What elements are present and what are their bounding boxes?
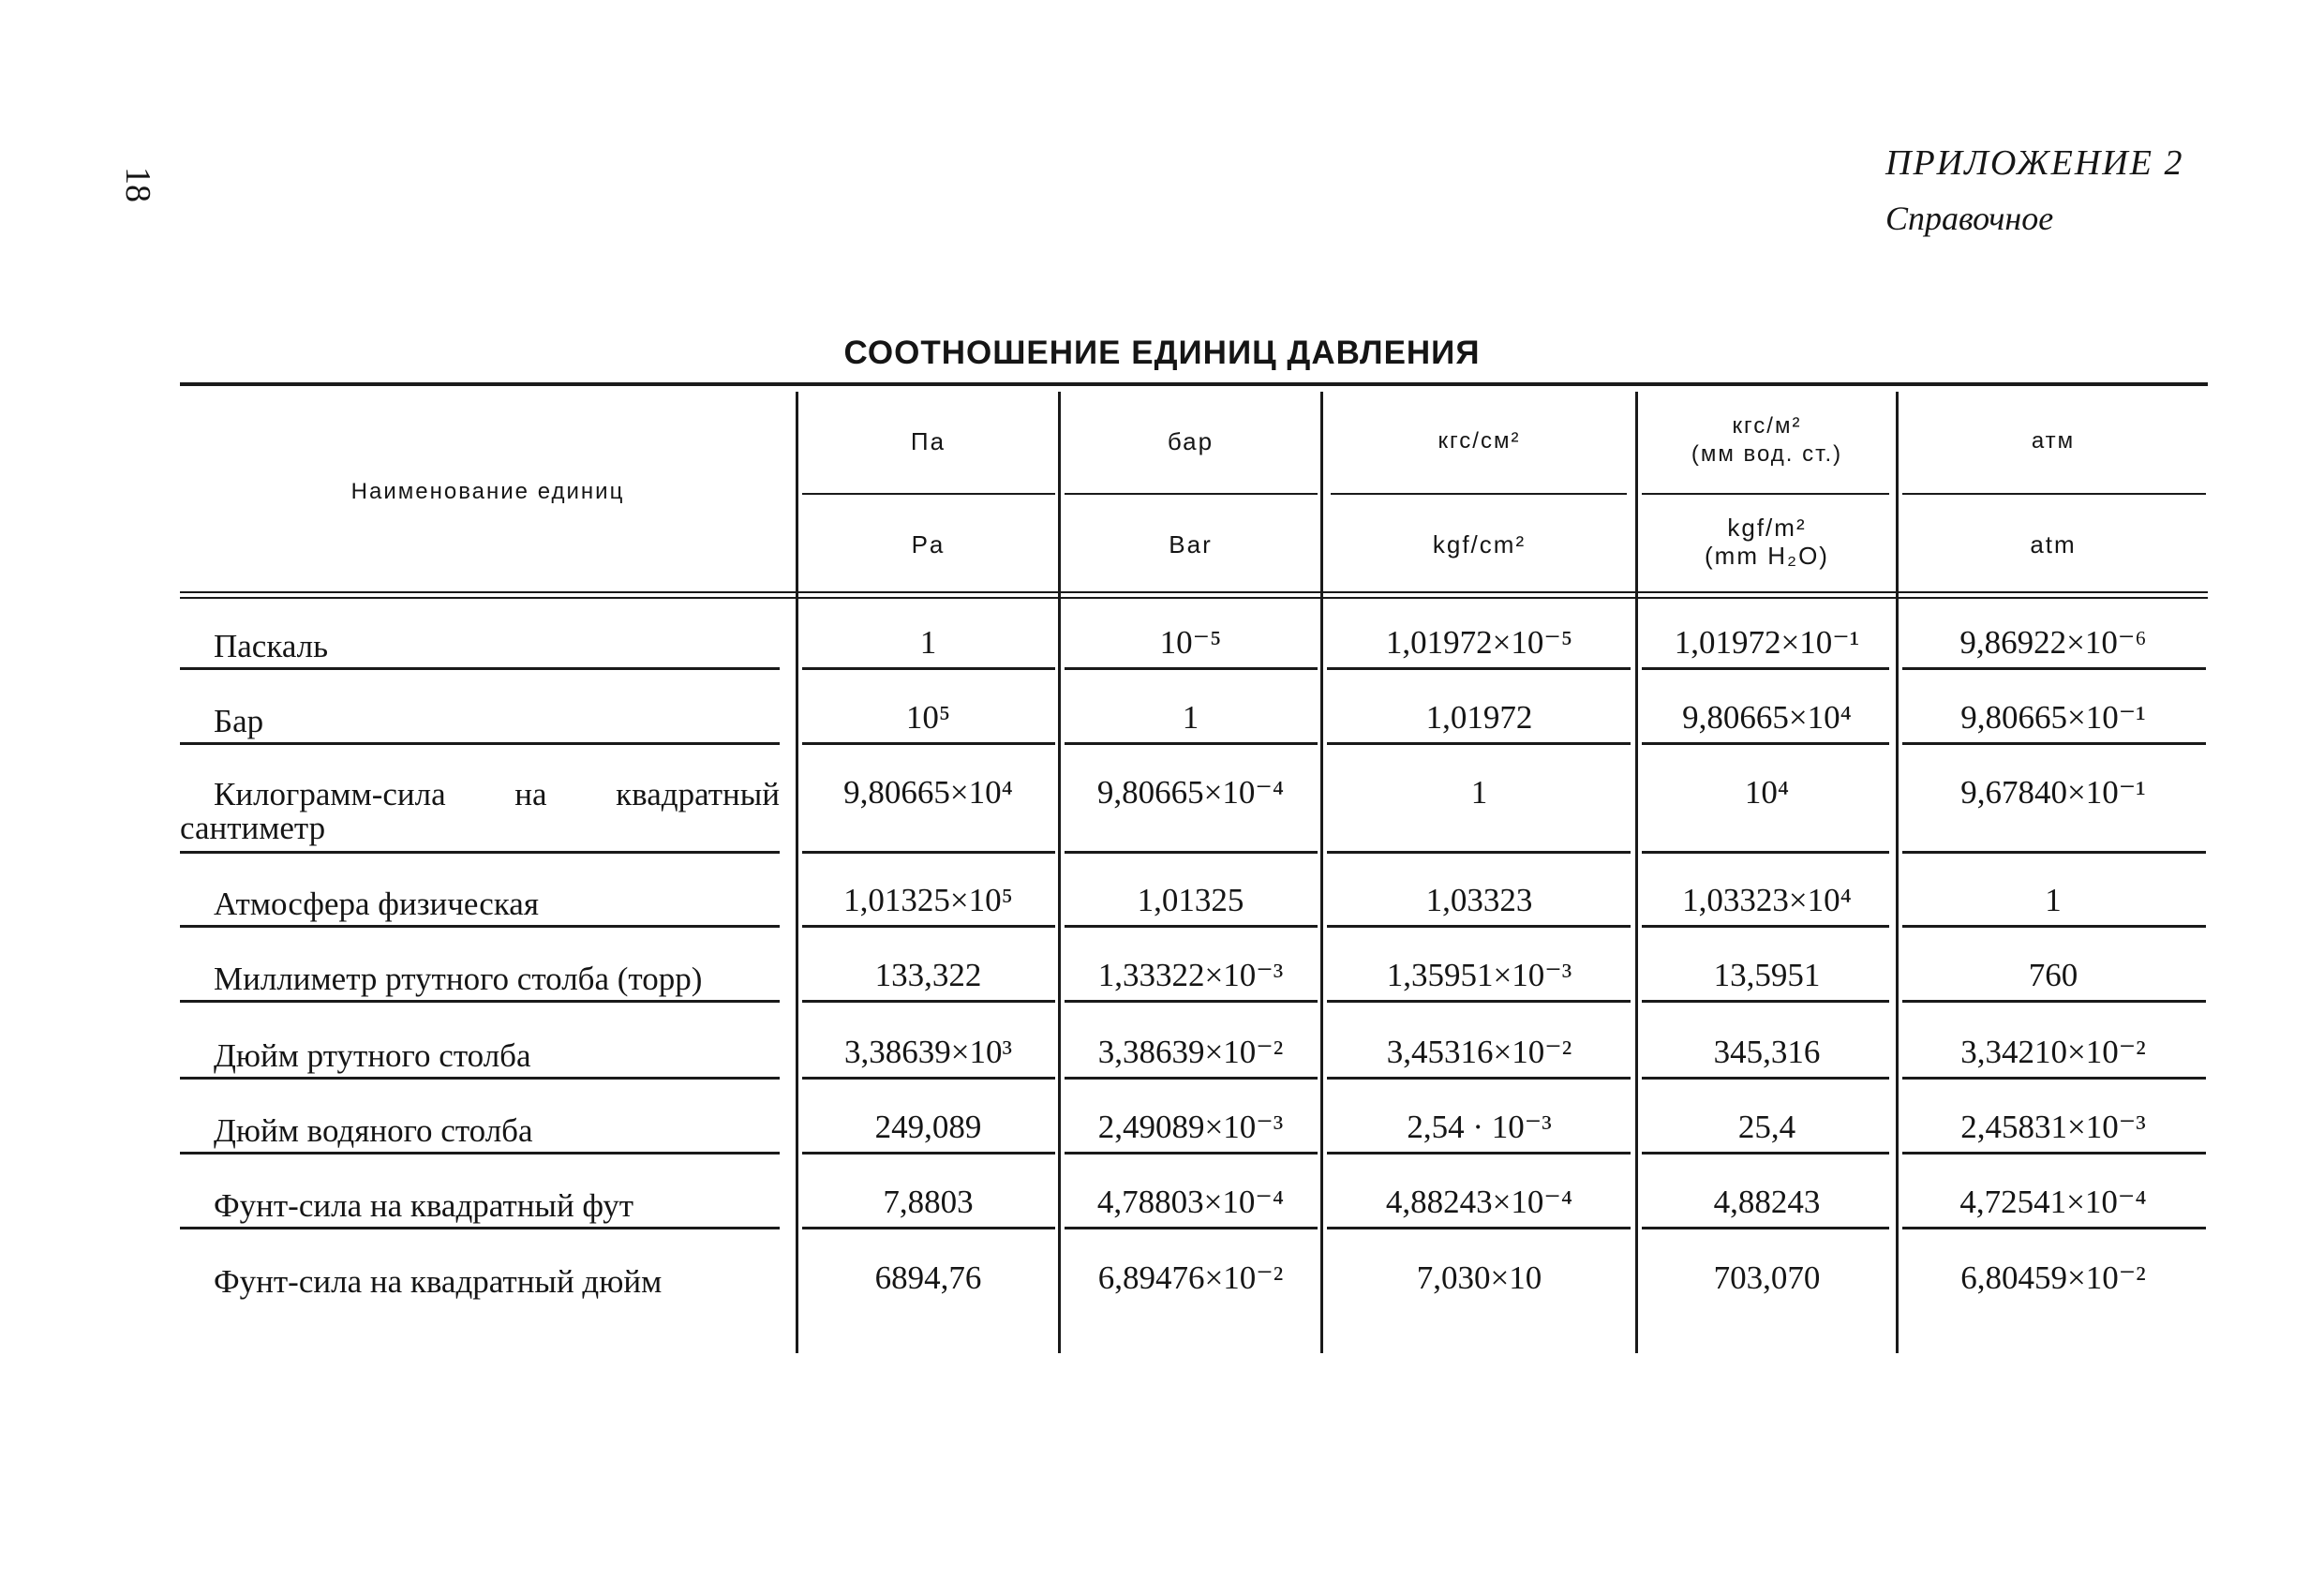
row-value-cell: 4,78803×10⁻⁴ [1096,1184,1285,1220]
header-separator [1065,493,1318,495]
row-unit-name: Миллиметр ртутного столба (торр) [214,961,703,997]
table-title: СООТНОШЕНИЕ ЕДИНИЦ ДАВЛЕНИЯ [843,335,1481,371]
row-divider [802,1077,1055,1080]
row-value-cell: 1,01972 [1425,699,1533,736]
row-divider [1327,1077,1631,1080]
row-divider [180,851,780,854]
row-value-cell: 1,01325 [1137,882,1244,918]
row-divider [802,1000,1055,1003]
row-value-cell: 10⁴ [1744,774,1790,811]
header-double-rule [180,597,2208,599]
row-value-cell: 1 [919,624,937,661]
row-divider [180,1227,780,1229]
row-divider [1065,1227,1318,1229]
column-header-ru: кгс/см² [1438,428,1521,454]
row-unit-name [180,778,780,845]
name-column-header: Наименование единиц [350,479,625,504]
row-value-cell: 1,03323 [1425,882,1533,918]
column-header-ru: атм [2031,428,2076,454]
row-divider [1065,1000,1318,1003]
row-value-cell: 7,030×10 [1416,1259,1542,1296]
row-unit-name: Дюйм ртутного столба [214,1037,531,1074]
row-value-cell: 703,070 [1713,1259,1821,1296]
row-divider [1902,851,2206,854]
row-divider [802,1152,1055,1155]
appendix-block [1885,142,2204,238]
row-divider [1642,1227,1889,1229]
row-value-cell: 9,67840×10⁻¹ [1960,774,2146,811]
row-divider [802,667,1055,670]
row-divider [1642,1000,1889,1003]
page-number: 18 [118,167,157,202]
row-value-cell: 133,322 [874,957,982,993]
row-divider [1642,925,1889,928]
row-divider [1642,1077,1889,1080]
column-header-intl [1638,514,1896,570]
row-value-cell: 13,5951 [1713,957,1821,993]
row-value-cell: 3,34210×10⁻² [1960,1034,2146,1070]
row-value-cell: 1,01972×10⁻¹ [1674,624,1860,661]
row-divider [1327,1000,1631,1003]
row-value-cell: 1,33322×10⁻³ [1097,957,1284,993]
column-header-ru-unit: кгс/м² [1732,413,1802,439]
row-value-cell: 249,089 [874,1109,982,1145]
column-header-intl-unit: kgf/m² [1727,514,1807,542]
row-unit-name: Паскаль [214,628,329,664]
row-divider [1065,742,1318,745]
row-divider [1642,851,1889,854]
row-value-cell: 345,316 [1713,1034,1821,1070]
row-divider [802,742,1055,745]
row-value-cell: 4,88243×10⁻⁴ [1385,1184,1573,1220]
row-divider [1642,667,1889,670]
column-header-intl: atm [2030,530,2077,559]
row-divider [1065,925,1318,928]
row-divider [180,742,780,745]
row-unit-name-line: Килограмм-сила на квадратный [214,776,780,812]
column-header-ru [1638,412,1896,469]
row-value-cell: 1 [1470,774,1488,811]
row-value-cell: 760 [2028,957,2078,993]
row-value-cell: 3,45316×10⁻² [1386,1034,1572,1070]
column-header-intl: kgf/cm² [1432,530,1527,559]
appendix-title: ПРИЛОЖЕНИЕ 2 [1885,143,2184,183]
row-value-cell: 1,35951×10⁻³ [1386,957,1572,993]
table-top-rule [180,382,2208,386]
row-value-cell: 4,72541×10⁻⁴ [1959,1184,2147,1220]
row-divider [1642,742,1889,745]
row-value-cell: 9,80665×10⁴ [1682,699,1852,736]
row-divider [1642,1152,1889,1155]
row-value-cell: 1,01972×10⁻⁵ [1385,624,1573,661]
row-value-cell: 9,80665×10⁴ [843,774,1013,811]
row-value-cell: 4,88243 [1713,1184,1821,1220]
row-value-cell: 2,45831×10⁻³ [1960,1109,2146,1145]
header-double-rule [180,591,2208,593]
row-value-cell: 6894,76 [874,1259,982,1296]
row-divider [1902,742,2206,745]
row-value-cell: 2,54 · 10⁻³ [1407,1109,1552,1145]
row-divider [1065,851,1318,854]
row-divider [1065,1077,1318,1080]
row-divider [1902,1077,2206,1080]
row-value-cell: 9,80665×10⁻⁴ [1096,774,1285,811]
row-divider [180,1077,780,1080]
column-header-intl: Pa [911,530,946,559]
column-header-intl: Bar [1169,530,1213,559]
header-separator [1902,493,2206,495]
row-value-cell: 1,03323×10⁴ [1682,882,1852,918]
row-value-cell: 2,49089×10⁻³ [1097,1109,1284,1145]
appendix-subtitle: Справочное [1885,200,2054,237]
column-header-ru: Па [910,427,946,455]
row-divider [1327,851,1631,854]
header-separator [1642,493,1889,495]
row-value-cell: 1,01325×10⁵ [843,882,1013,918]
row-unit-name: Атмосфера физическая [214,886,539,922]
row-divider [1065,667,1318,670]
row-divider [1902,1152,2206,1155]
row-value-cell: 6,89476×10⁻² [1097,1259,1284,1296]
row-divider [1902,1227,2206,1229]
row-value-cell: 9,80665×10⁻¹ [1960,699,2146,736]
header-separator [1331,493,1627,495]
row-unit-name: Бар [214,703,264,739]
row-divider [802,1227,1055,1229]
row-divider [802,925,1055,928]
row-value-cell: 6,80459×10⁻² [1960,1259,2146,1296]
row-divider [1065,1152,1318,1155]
row-value-cell: 10⁻⁵ [1159,624,1222,661]
row-divider [1327,1227,1631,1229]
row-value-cell: 3,38639×10⁻² [1097,1034,1284,1070]
row-divider [802,851,1055,854]
row-divider [1327,1152,1631,1155]
row-value-cell: 1 [1182,699,1199,736]
row-value-cell: 7,8803 [883,1184,974,1220]
row-divider [180,1152,780,1155]
row-unit-name: Дюйм водяного столба [214,1112,533,1149]
row-value-cell: 9,86922×10⁻⁶ [1959,624,2147,661]
row-divider [180,1000,780,1003]
row-unit-name-line: сантиметр [180,810,326,846]
row-divider [1327,742,1631,745]
row-value-cell: 10⁵ [905,699,951,736]
column-header-ru-note: (мм вод. ст.) [1691,441,1843,467]
row-divider [180,925,780,928]
row-divider [1327,667,1631,670]
column-header-intl-note: (mm H₂O) [1705,542,1829,570]
row-value-cell: 3,38639×10³ [844,1034,1012,1070]
row-divider [1902,925,2206,928]
row-divider [1902,667,2206,670]
row-divider [1327,925,1631,928]
row-value-cell: 1 [2045,882,2062,918]
row-unit-name: Фунт-сила на квадратный фут [214,1187,634,1224]
row-unit-name: Фунт-сила на квадратный дюйм [214,1263,663,1300]
row-divider [180,667,780,670]
row-divider [1902,1000,2206,1003]
row-value-cell: 25,4 [1737,1109,1796,1145]
column-header-ru: бар [1167,427,1214,455]
header-separator [802,493,1055,495]
